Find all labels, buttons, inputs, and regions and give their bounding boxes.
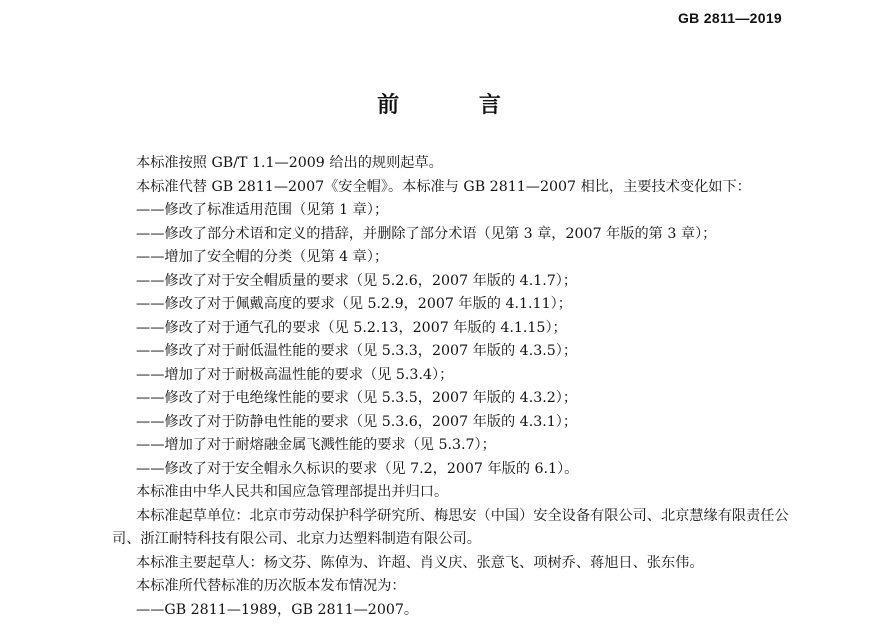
change-item: ——增加了对于耐熔融金属飞溅性能的要求（见 5.3.7）； — [136, 437, 496, 453]
change-item: ——修改了对于耐低温性能的要求（见 5.3.3，2007 年版的 4.3.5）； — [136, 343, 578, 359]
paragraph-proposer: 本标准由中华人民共和国应急管理部提出并归口。 — [136, 484, 449, 500]
change-item: ——增加了对于耐极高温性能的要求（见 5.3.4）； — [136, 366, 454, 383]
paragraph-replaces: 本标准代替 GB 2811—2007《安全帽》。本标准与 GB 2811—2007 相比，主要技术变化如下： — [136, 178, 751, 195]
paragraph-drafting-units: 本标准起草单位：北京市劳动保护科学研究所、梅思安（中国）安全设备有限公司、北京慧缘有限责任公司、浙江耐特科技有限公司、北京力达塑料制造有限公司。 — [112, 507, 789, 547]
history-item: ——GB 2811—1989，GB 2811—2007。 — [136, 601, 419, 618]
change-item: ——修改了对于电绝缘性能的要求（见 5.3.5，2007 年版的 4.3.2）； — [136, 390, 578, 406]
paragraph-history-intro: 本标准所代替标准的历次版本发布情况为： — [136, 578, 406, 594]
document-body — [112, 152, 797, 622]
change-item: ——修改了对于安全帽永久标识的要求（见 7.2，2007 年版的 6.1）。 — [136, 460, 579, 477]
change-item: ——修改了对于佩戴高度的要求（见 5.2.9，2007 年版的 4.1.11）； — [136, 296, 572, 312]
change-item: ——修改了对于防静电性能的要求（见 5.3.6，2007 年版的 4.3.1）； — [136, 413, 578, 430]
document-code: GB 2811—2019 — [677, 10, 782, 26]
paragraph-drafters: 本标准主要起草人：杨文芬、陈倬为、许超、肖义庆、张意飞、项树乔、蒋旭日、张东伟。 — [136, 554, 704, 571]
paragraph-drafting-rules: 本标准按照 GB/T 1.1—2009 给出的规则起草。 — [136, 155, 443, 171]
change-item: ——修改了标准适用范围（见第 1 章）； — [136, 202, 389, 218]
change-item: ——修改了部分术语和定义的措辞，并删除了部分术语（见第 3 章，2007 年版的第 3 章）； — [136, 225, 717, 242]
page-title: 前 言 — [377, 93, 537, 118]
change-item: ——增加了安全帽的分类（见第 4 章）； — [136, 249, 389, 265]
change-item: ——修改了对于安全帽质量的要求（见 5.2.6，2007 年版的 4.1.7）； — [136, 272, 578, 289]
change-item: ——修改了对于通气孔的要求（见 5.2.13，2007 年版的 4.1.15）； — [136, 319, 567, 336]
